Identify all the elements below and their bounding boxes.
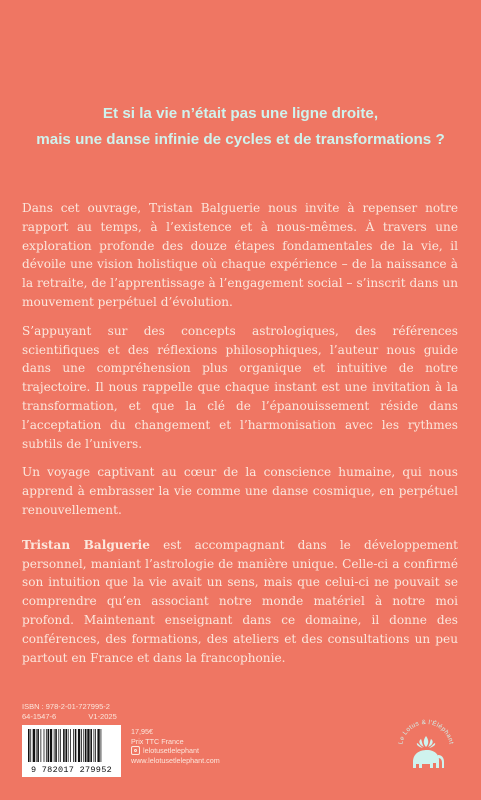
barcode-bar: [55, 729, 57, 762]
lotus-icon: [417, 736, 435, 748]
barcode-bar: [85, 729, 87, 762]
tagline-line-2: mais une danse infinie de cycles et de transformations ?: [36, 131, 445, 148]
author-bio: [22, 536, 458, 668]
barcode: [22, 725, 121, 777]
barcode-bar: [65, 729, 67, 762]
barcode-bar: [101, 729, 102, 762]
tagline-line-1: Et si la vie n’était pas une ligne droite,: [102, 105, 379, 122]
barcode-bar: [68, 729, 69, 762]
barcode-bar: [73, 729, 74, 762]
barcode-bar: [94, 729, 95, 762]
barcode-bar: [63, 729, 65, 762]
publisher-logo: [391, 710, 461, 780]
price-label: Prix TTC France: [131, 736, 184, 746]
description-paragraph-2: S’appuyant sur des concepts astrologiques, des références scientifiques et des réflexions philosophiques, l’auteur nous guide dans une compréhension plus organique et intuitive de notre trajectoire. Il nous rappelle que chaque instant est une invitation à la transformation, et que la clé de l’épanouissement réside dans l’acceptation du changement et l’harmonisation avec les rythmes subtils de l’univers.: [22, 323, 458, 451]
barcode-bar: [75, 729, 77, 762]
version-code: V1-2025: [88, 712, 117, 721]
barcode-bar: [54, 729, 55, 762]
barcode-bar: [87, 729, 89, 762]
barcode-bar: [40, 729, 41, 762]
barcode-bar: [97, 729, 99, 762]
barcode-bar: [78, 729, 80, 762]
isbn-number: ISBN : 978-2-01-727995-2: [22, 702, 110, 711]
description-paragraph-1: Dans cet ouvrage, Tristan Balguerie nous invite à repenser notre rapport au temps, à l’existence et à nous-mêmes. À travers une exploration profonde des douze étapes fondamentales de la vie, il dévoile une vision holistique où chaque expérience – de la naissance à la retraite, de l’apprentissage à l’engagement social – s’inscrit dans un mouvement perpétuel d’évolution.: [22, 201, 458, 309]
instagram-icon: [131, 746, 140, 755]
author-bio-text: est accompagnant dans le développement personnel, maniant l’astrologie de manière unique. Celle-ci a confirmé son intuition que la vie avait un sens, mais que celui-ci ne pouvait se comprendre qu’en associant notre monde matériel à notre moi profond. Maintenant enseignant dans ce domaine, il donne des conférences, des formations, des ateliers et des consultations un peu partout en France et dans la francophonie.: [22, 537, 459, 665]
elephant-icon: [413, 750, 444, 768]
website-link[interactable]: www.lelotusetlelephant.com: [131, 755, 220, 765]
barcode-bar: [30, 729, 31, 762]
tagline: [0, 101, 481, 153]
publisher-logo-text: Le Lotus & l'Éléphant: [397, 718, 455, 746]
barcode-bar: [50, 729, 52, 762]
isbn-block: [22, 702, 117, 722]
barcode-bar: [83, 729, 84, 762]
back-cover-text: [22, 199, 458, 677]
price-amount: 17,95€: [131, 727, 153, 736]
barcode-bar: [95, 729, 96, 762]
barcode-bar: [81, 729, 82, 762]
price-block: [131, 727, 220, 765]
instagram-row: [131, 746, 220, 756]
barcode-bars: [28, 729, 115, 765]
product-code: 64-1547-6: [22, 712, 57, 721]
barcode-bar: [37, 729, 39, 762]
instagram-handle[interactable]: lelotusetlelephant: [143, 746, 199, 756]
barcode-bar: [44, 729, 45, 762]
barcode-bar: [28, 729, 30, 762]
barcode-digits: 9 782017 279952: [30, 765, 112, 775]
barcode-bar: [33, 729, 35, 762]
barcode-bar: [90, 729, 92, 762]
barcode-bar: [70, 729, 71, 762]
barcode-bar: [48, 729, 50, 762]
author-name: Tristan Balguerie: [22, 537, 150, 552]
barcode-bar: [60, 729, 61, 762]
barcode-bar: [46, 729, 47, 762]
description-paragraph-3: Un voyage captivant au cœur de la conscience humaine, qui nous apprend à embrasser la vie comme une danse cosmique, en perpétuel renouvellement.: [22, 465, 458, 517]
barcode-bar: [36, 729, 37, 762]
barcode-bar: [58, 729, 59, 762]
